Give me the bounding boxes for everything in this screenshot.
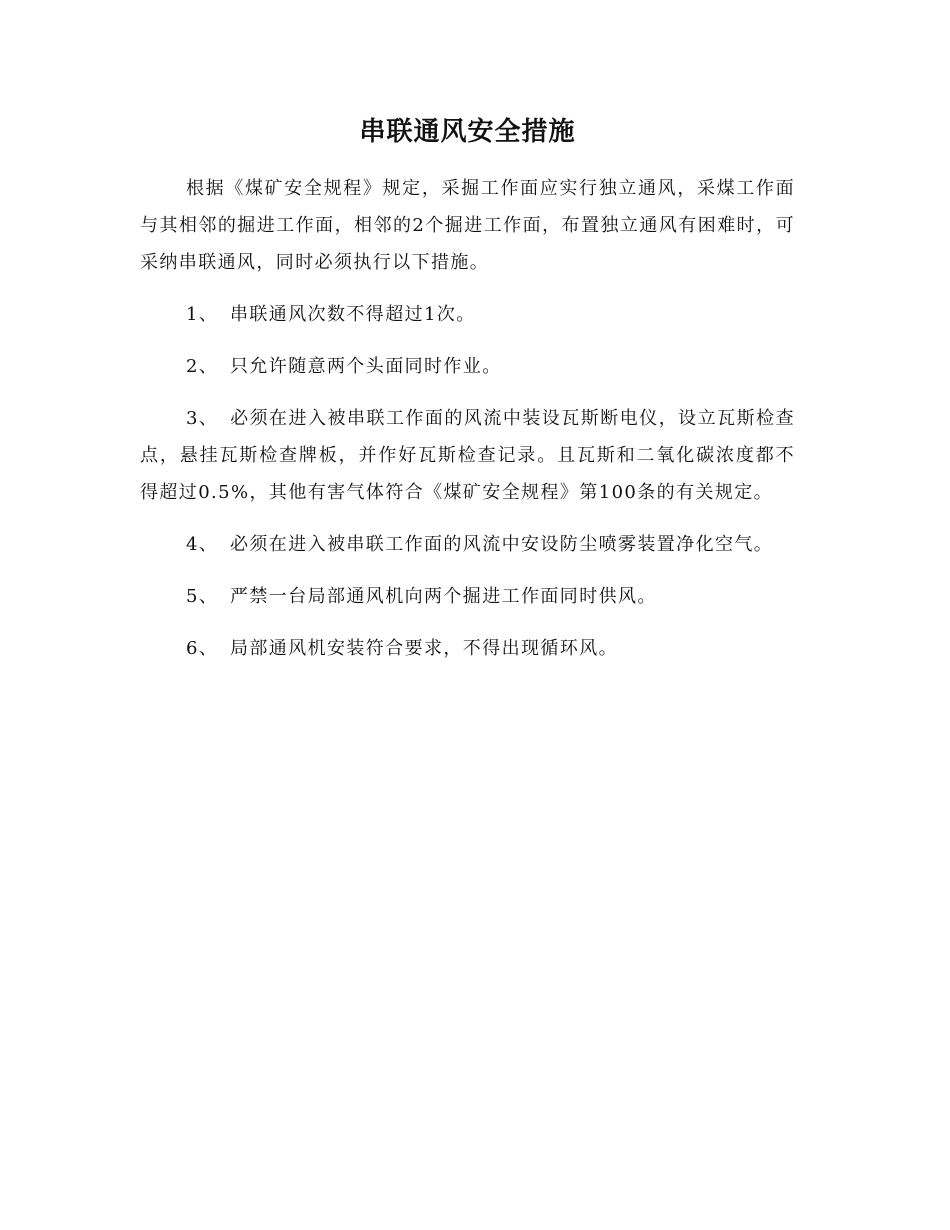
list-item-text: 必须在进入被串联工作面的风流中装设瓦斯断电仪，设立瓦斯检查点，悬挂瓦斯检查牌板，并作好瓦斯检查记录。且瓦斯和二氧化碳浓度都不得超过0.5%，其他有害气体符合《煤矿安全规程》第100条的有关规定。	[140, 408, 795, 503]
document-title: 串联通风安全措施	[359, 117, 576, 147]
list-item	[140, 526, 795, 563]
list-item	[140, 348, 795, 385]
list-item	[140, 630, 795, 667]
list-item-text: 局部通风机安装符合要求，不得出现循环风。	[230, 638, 618, 659]
list-item-text: 严禁一台局部通风机向两个掘进工作面同时供风。	[230, 586, 657, 607]
list-item-text: 必须在进入被串联工作面的风流中安设防尘喷雾装置净化空气。	[230, 534, 774, 555]
list-item-number: 3、	[186, 408, 219, 429]
list-item	[140, 296, 795, 333]
list-item-number: 6、	[186, 638, 219, 659]
list-item-number: 1、	[186, 304, 219, 325]
list-item-number: 5、	[186, 586, 219, 607]
list-item-text: 只允许随意两个头面同时作业。	[230, 356, 502, 377]
list-item	[140, 400, 795, 511]
list-item-number: 2、	[186, 356, 219, 377]
intro-paragraph: 根据《煤矿安全规程》规定，采掘工作面应实行独立通风，采煤工作面与其相邻的掘进工作面，相邻的2个掘进工作面，布置独立通风有困难时，可采纳串联通风，同时必须执行以下措施。	[140, 178, 795, 273]
list-item	[140, 578, 795, 615]
list-item-number: 4、	[186, 534, 219, 555]
document-body	[140, 112, 795, 667]
list-item-text: 串联通风次数不得超过1次。	[230, 304, 476, 325]
